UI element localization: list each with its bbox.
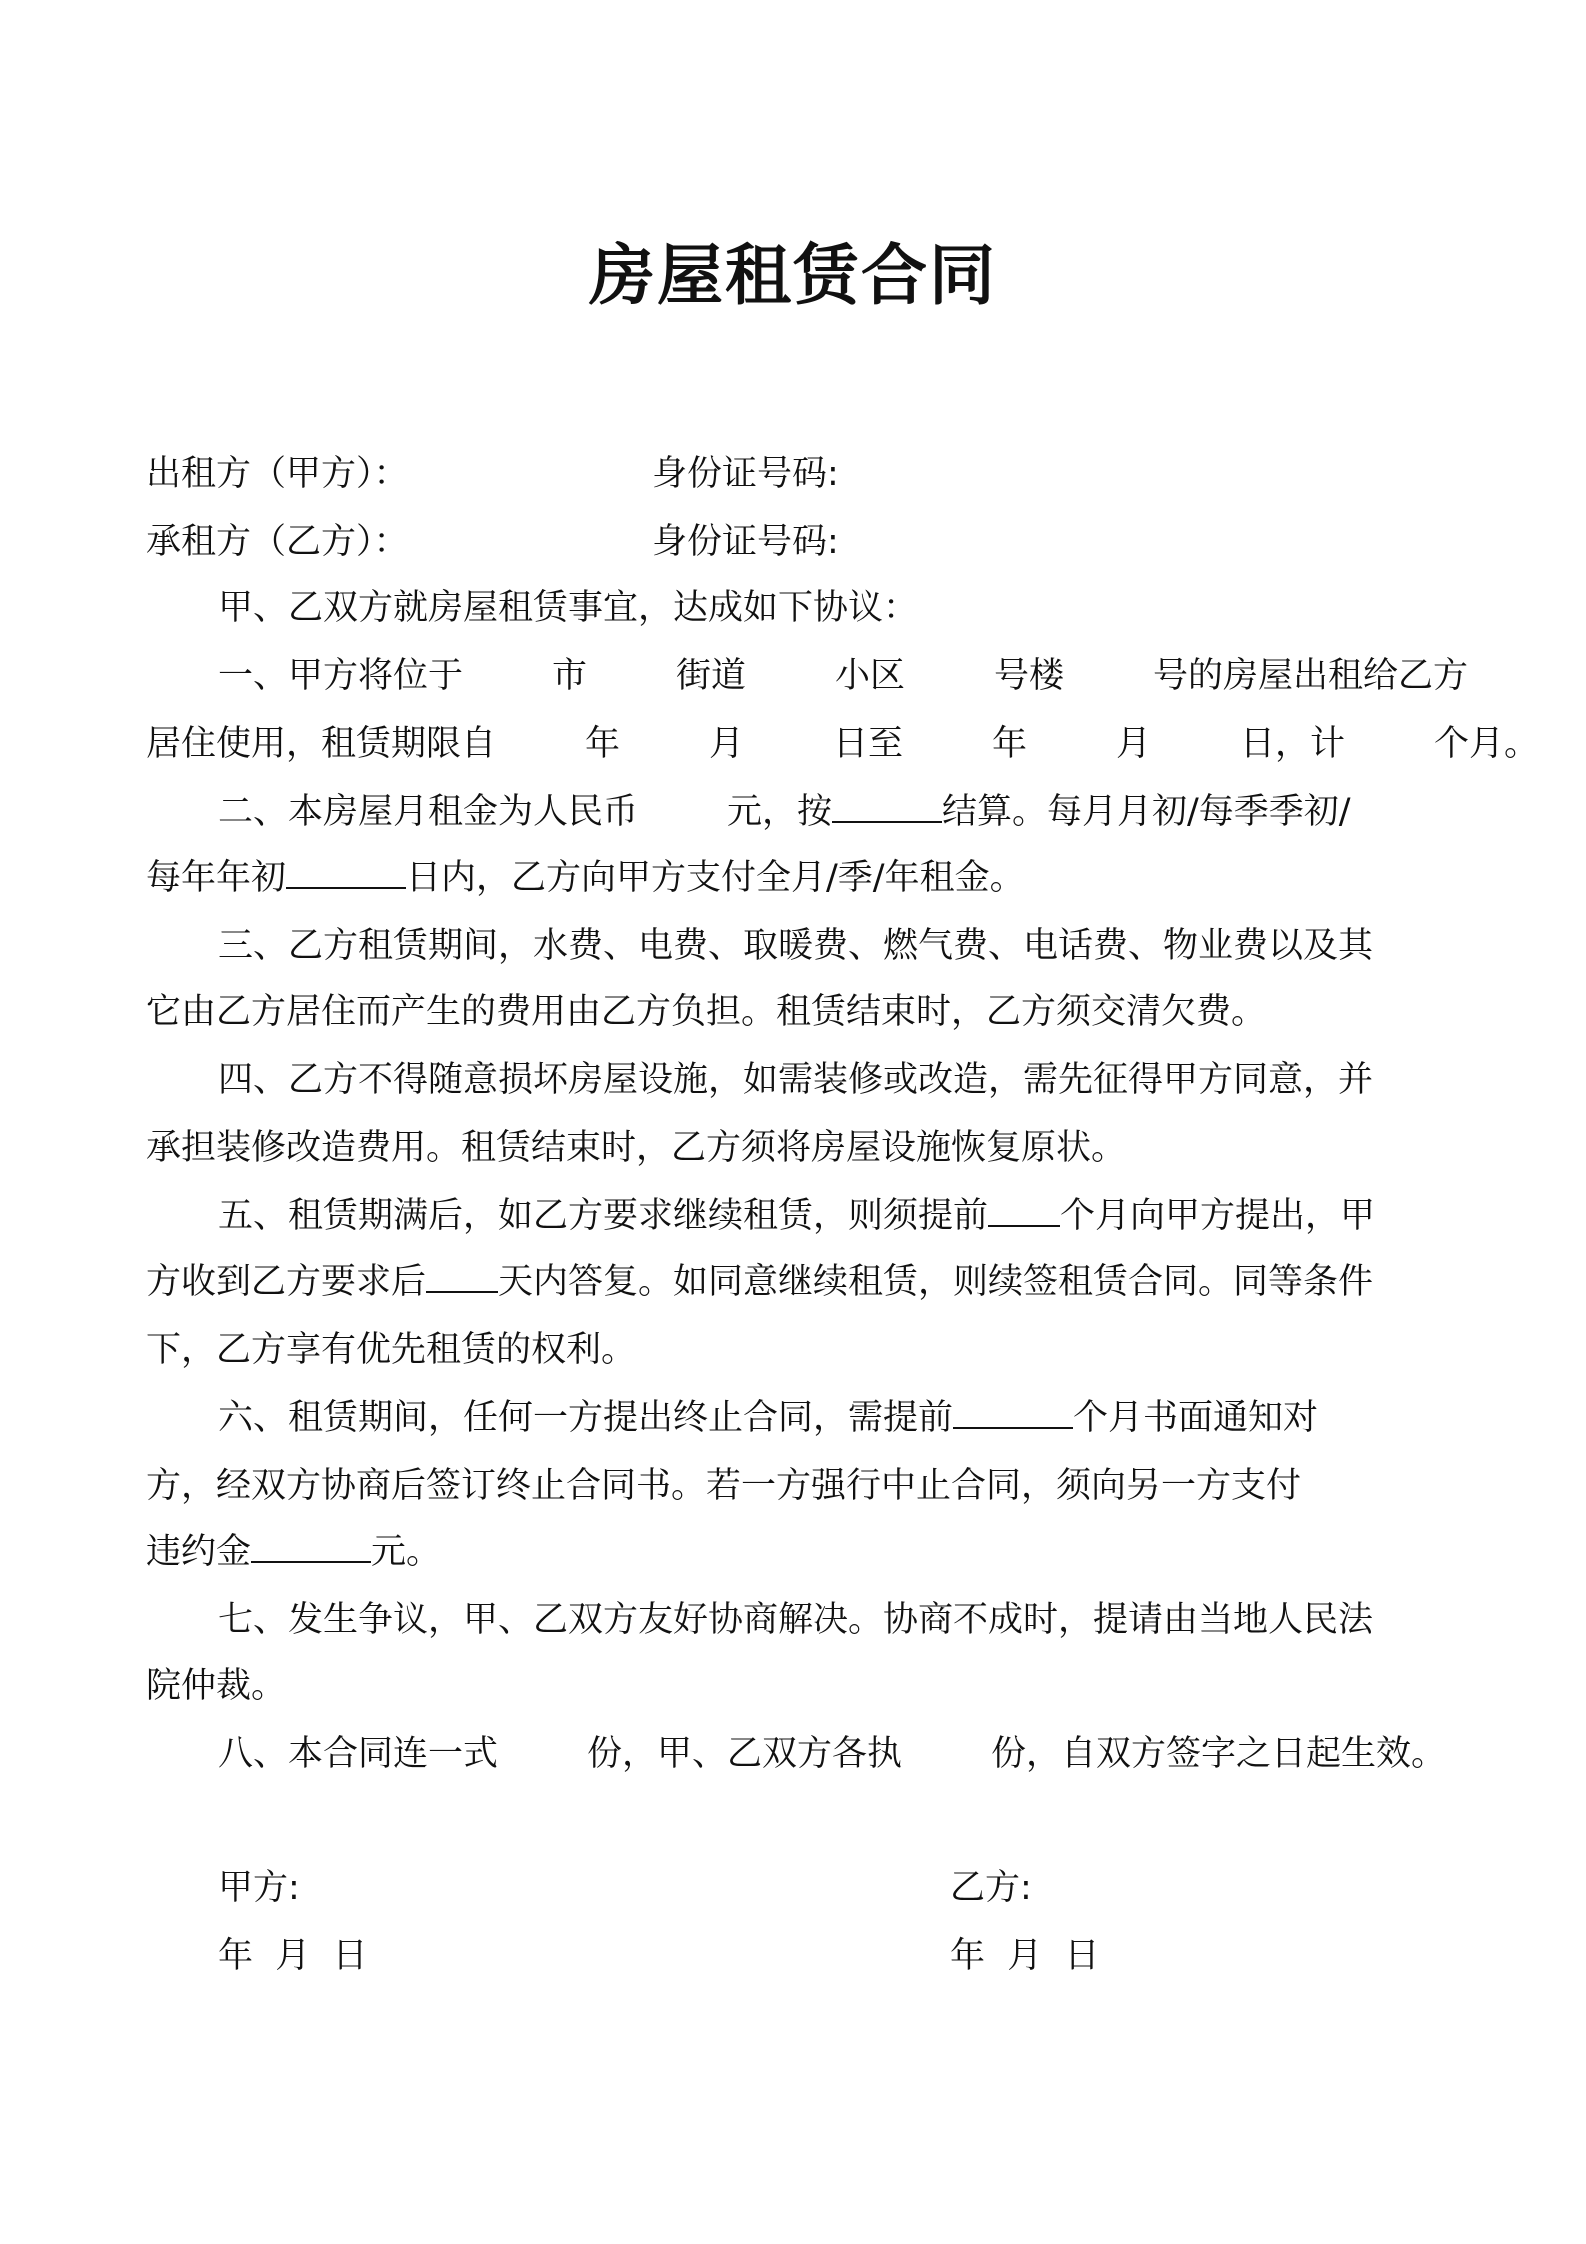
- clause-8-line-1: 八、本合同连一式 份，甲、乙双方各执 份，自双方签字之日起生效。: [218, 1734, 1447, 1774]
- lessor-line: [146, 452, 409, 496]
- lessee-id-label: 身份证号码:: [652, 522, 839, 562]
- clause-3-line-2: 它由乙方居住而产生的费用由乙方负担。租赁结束时，乙方须交清欠费。: [146, 992, 1267, 1032]
- penalty-amount-blank: [251, 1531, 371, 1563]
- days-blank: [286, 857, 406, 889]
- clause-6-text-d: 元。: [371, 1532, 442, 1572]
- lessee-line: [146, 520, 409, 564]
- months-notice-blank: [988, 1195, 1060, 1227]
- party-a-signature-label: 甲方:: [218, 1868, 300, 1908]
- clause-7-line-1: 七、发生争议，甲、乙双方友好协商解决。协商不成时，提请由当地人民法: [218, 1600, 1374, 1640]
- clause-4-line-1: 四、乙方不得随意损坏房屋设施，如需装修或改造，需先征得甲方同意，并: [218, 1060, 1374, 1100]
- document-title: 房屋租赁合同: [589, 237, 997, 314]
- clause-2-line-1: [218, 790, 1351, 834]
- clause-1-line-1: 一、甲方将位于 市 街道 小区 号楼 号的房屋出租给乙方: [218, 656, 1469, 696]
- clause-4-line-2: 承担装修改造费用。租赁结束时，乙方须将房屋设施恢复原状。: [146, 1128, 1127, 1168]
- clause-5-line-2: [146, 1260, 1373, 1304]
- party-b-signature-label: 乙方:: [950, 1868, 1032, 1908]
- termination-notice-blank: [953, 1397, 1073, 1429]
- lessor-label: 出租方（甲方）：: [146, 454, 409, 494]
- clause-2-text-c: 每年年初: [146, 858, 287, 898]
- clause-6-text-b: 个月书面通知对: [1073, 1398, 1319, 1438]
- agreement-intro: 甲、乙双方就房屋租赁事宜，达成如下协议：: [218, 588, 919, 628]
- clause-2-text-b: 结算。每月月初/每季季初/: [942, 792, 1351, 832]
- clause-2-text-d: 日内，乙方向甲方支付全月/季/年租金。: [406, 858, 1025, 898]
- clause-6-line-3: [146, 1530, 441, 1574]
- clause-2-line-2: [146, 856, 1025, 900]
- clause-7-line-2: 院仲裁。: [146, 1666, 287, 1706]
- lessee-label: 承租方（乙方）：: [146, 522, 409, 562]
- clause-3-line-1: 三、乙方租赁期间，水费、电费、取暖费、燃气费、电话费、物业费以及其: [218, 926, 1374, 966]
- settlement-blank: [832, 791, 942, 823]
- clause-5-text-b: 个月向甲方提出，甲: [1060, 1196, 1376, 1236]
- clause-6-text-a: 六、租赁期间，任何一方提出终止合同，需提前: [218, 1398, 954, 1438]
- party-a-date: 年 月 日: [218, 1936, 368, 1976]
- clause-5-text-a: 五、租赁期满后，如乙方要求继续租赁，则须提前: [218, 1196, 989, 1236]
- clause-5-text-c: 方收到乙方要求后: [146, 1262, 427, 1302]
- clause-5-line-1: [218, 1194, 1375, 1238]
- clause-2-text-a: 二、本房屋月租金为人民币 元，按: [218, 792, 833, 832]
- clause-6-text-c: 违约金: [146, 1532, 252, 1572]
- party-b-date: 年 月 日: [950, 1936, 1100, 1976]
- clause-1-line-2: 居住使用，租赁期限自 年 月 日至 年 月 日，计 个月。: [146, 724, 1540, 764]
- lessor-id-label: 身份证号码:: [652, 454, 839, 494]
- clause-6-line-1: [218, 1396, 1318, 1440]
- reply-days-blank: [426, 1261, 498, 1293]
- clause-5-line-3: 下，乙方享有优先租赁的权利。: [146, 1330, 637, 1370]
- clause-6-line-2: 方，经双方协商后签订终止合同书。若一方强行中止合同，须向另一方支付: [146, 1466, 1302, 1506]
- clause-5-text-d: 天内答复。如同意继续租赁，则续签租赁合同。同等条件: [498, 1262, 1374, 1302]
